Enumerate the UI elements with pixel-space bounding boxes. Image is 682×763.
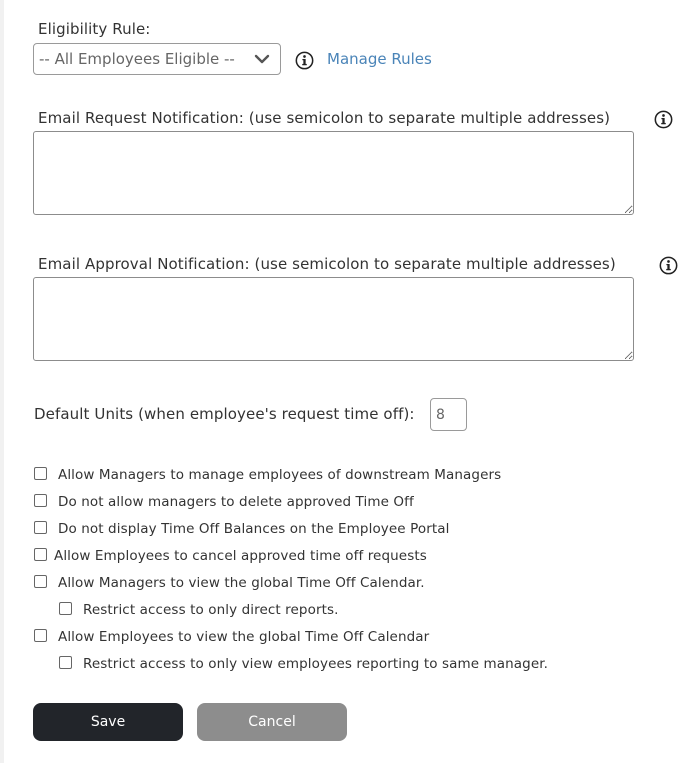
- checkbox-label-managers-global-calendar: Allow Managers to view the global Time Off Calendar.: [58, 575, 425, 591]
- checkbox-label-hide-balances: Do not display Time Off Balances on the Employee Portal: [58, 521, 450, 537]
- info-icon[interactable]: [654, 110, 673, 129]
- checkbox-label-no-delete-approved: Do not allow managers to delete approved Time Off: [58, 494, 414, 510]
- checkbox-restrict-same-manager[interactable]: [59, 656, 72, 669]
- eligibility-rule-label: Eligibility Rule:: [38, 20, 151, 38]
- email-request-label: Email Request Notification: (use semicolon to separate multiple addresses): [38, 109, 611, 127]
- eligibility-rule-select[interactable]: [33, 43, 281, 75]
- checkbox-label-employees-global-calendar: Allow Employees to view the global Time Off Calendar: [58, 629, 430, 645]
- info-icon[interactable]: [295, 51, 314, 70]
- email-request-textarea[interactable]: [33, 131, 634, 215]
- email-approval-label: Email Approval Notification: (use semicolon to separate multiple addresses): [38, 255, 616, 273]
- checkbox-label-manage-downstream: Allow Managers to manage employees of downstream Managers: [58, 467, 502, 483]
- chevron-down-icon: [254, 52, 270, 66]
- checkbox-hide-balances[interactable]: [34, 521, 47, 534]
- save-button[interactable]: Save: [33, 703, 183, 741]
- checkbox-employees-global-calendar[interactable]: [34, 629, 47, 642]
- manage-rules-link[interactable]: Manage Rules: [327, 50, 432, 68]
- checkbox-no-delete-approved[interactable]: [34, 494, 47, 507]
- info-icon[interactable]: [659, 256, 678, 275]
- checkbox-label-restrict-same-manager: Restrict access to only view employees reporting to same manager.: [83, 656, 549, 672]
- checkbox-managers-global-calendar[interactable]: [34, 575, 47, 588]
- checkbox-restrict-direct-reports[interactable]: [59, 602, 72, 615]
- eligibility-rule-selected-value: -- All Employees Eligible --: [39, 50, 235, 68]
- default-units-input[interactable]: [430, 398, 467, 431]
- default-units-label: Default Units (when employee's request time off):: [34, 405, 415, 423]
- checkbox-manage-downstream[interactable]: [34, 467, 47, 480]
- email-approval-textarea[interactable]: [33, 277, 634, 361]
- checkbox-cancel-approved[interactable]: [34, 548, 47, 561]
- checkbox-label-cancel-approved: Allow Employees to cancel approved time off requests: [54, 548, 427, 564]
- cancel-button[interactable]: Cancel: [197, 703, 347, 741]
- checkbox-label-restrict-direct-reports: Restrict access to only direct reports.: [83, 602, 339, 618]
